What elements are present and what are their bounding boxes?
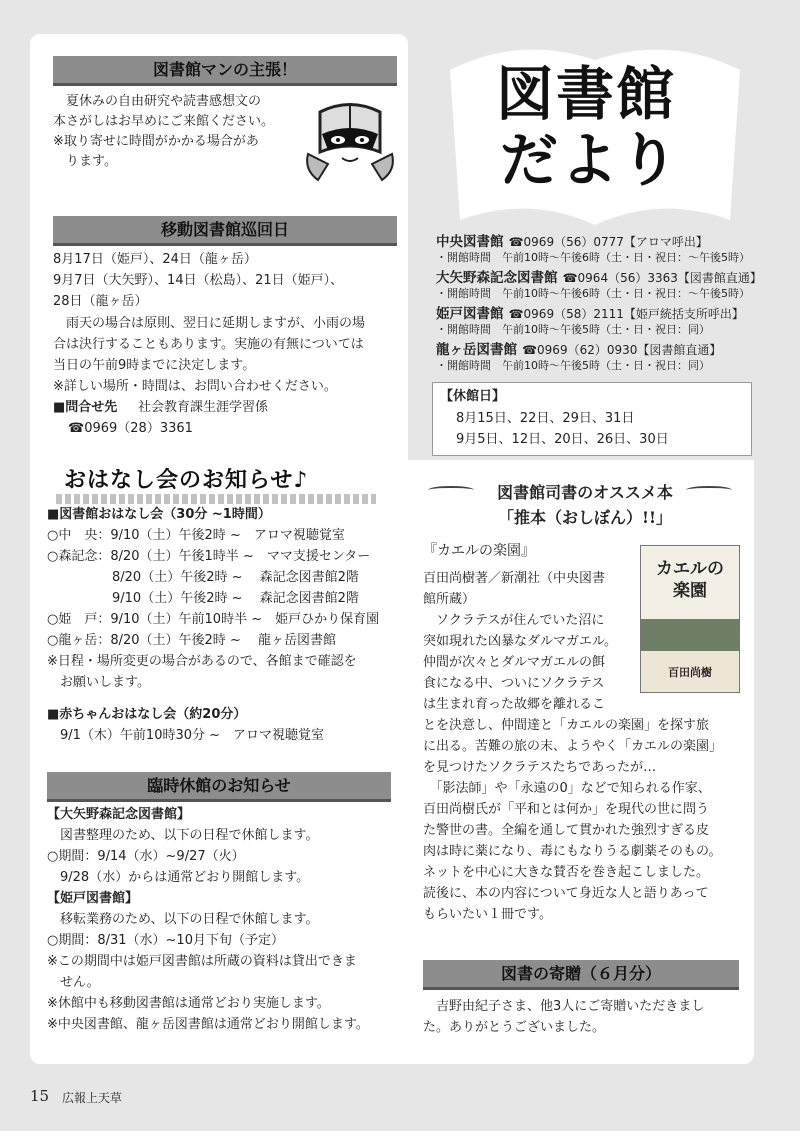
- book-author: 館所蔵）: [423, 592, 476, 607]
- closure-line: 【大矢野森記念図書館】: [47, 807, 191, 822]
- holiday-aug: 8月15日、22日、29日、31日: [456, 411, 635, 426]
- review-line: もらいたい１冊です。: [423, 907, 552, 922]
- closure-line: 【姫戸図書館】: [47, 891, 139, 906]
- storytime-line: 9/10（土）午後2時 ~ 森記念図書館2階: [47, 591, 359, 606]
- mobile-line: 9月7日（大矢野）、14日（松島）、21日（姫戸）、: [53, 273, 344, 288]
- storytime-line: ○龍ヶ岳：8/20（土）午後2時 ~ 龍ヶ岳図書館: [47, 633, 336, 648]
- storytime-line: 8/20（土）午後2時 ~ 森記念図書館2階: [47, 570, 359, 585]
- closure-line: せん。: [47, 975, 100, 990]
- holiday-label: 【休館日】: [440, 389, 506, 404]
- review-line: 食になる中、ついにソクラテス: [423, 676, 605, 691]
- library-name: 龍ヶ岳図書館: [436, 342, 517, 358]
- storytime-line: お願いします。: [47, 675, 150, 690]
- library-entry: [436, 230, 708, 250]
- mobile-line: 合は決行することもあります。実施の有無については: [53, 337, 364, 352]
- contact-phone: ☎0969（28）3361: [68, 421, 193, 436]
- book-title: 『カエルの楽園』: [423, 543, 535, 559]
- library-phone: ☎0969（58）2111【姫戸統括支所呼出】: [508, 307, 744, 321]
- recommend-title1: 図書館司書のオススメ本: [497, 483, 673, 502]
- review-line: 仲間が次々とダルマガエルの餌: [423, 655, 606, 670]
- storytime-underline: [56, 494, 376, 504]
- library-entry: [436, 338, 721, 358]
- mobile-line: 雨天の場合は原則、翌日に延期しますが、小雨の場: [53, 316, 366, 331]
- library-hours: ・開館時間 午前10時～午後6時（土・日・祝日：～午後5時）: [436, 287, 750, 300]
- library-hours: ・開館時間 午前10時～午後5時（土・日・祝日：同）: [436, 323, 710, 336]
- holiday-sep: 9月5日、12日、20日、26日、30日: [456, 432, 669, 447]
- library-phone: ☎0964（56）3363【図書館直通】: [562, 271, 762, 285]
- storytime-line: ※日程・場所変更の場合があるので、各館まで確認を: [47, 654, 357, 669]
- book-cover: [640, 545, 740, 693]
- donation-line: た。ありがとうございました。: [423, 1020, 606, 1035]
- cover-title: カエルの楽園: [656, 559, 724, 601]
- baby-storytime-heading: ■赤ちゃんおはなし会（約20分）: [47, 707, 247, 722]
- page-number: 15: [30, 1087, 50, 1105]
- library-entry: [436, 266, 762, 286]
- book-author: 百田尚樹著／新潮社（中央図書: [423, 571, 606, 586]
- library-storytime-heading: ■図書館おはなし会（30分 ~1時間）: [47, 507, 271, 522]
- review-line: 突如現れた凶暴なダルマガエル。: [423, 634, 617, 649]
- closure-line: 移転業務のため、以下の日程で休館します。: [47, 912, 319, 927]
- review-line: に出る。苦難の旅の末、ようやく「カエルの楽園」: [423, 739, 723, 754]
- closure-title: 臨時休館のお知らせ: [47, 772, 391, 799]
- library-hours: ・開館時間 午前10時～午後6時（土・日・祝日：～午後5時）: [436, 251, 750, 264]
- review-line: ネットを中心に大きな賛否を巻き起こしました。: [423, 865, 710, 880]
- closure-line: ※中央図書館、龍ヶ岳図書館は通常どおり開館します。: [47, 1017, 369, 1032]
- closure-line: 図書整理のため、以下の日程で休館します。: [47, 828, 319, 843]
- claim-title: 図書館マンの主張！: [53, 56, 397, 83]
- cover-author: 百田尚樹: [668, 666, 712, 679]
- library-name: 中央図書館: [436, 234, 504, 250]
- recommend-title2: 「推本（おしぼん）!!」: [497, 508, 673, 527]
- storytime-title: おはなし会のお知らせ♪: [64, 468, 309, 493]
- closure-line: ※休館中も移動図書館は通常どおり実施します。: [47, 996, 330, 1011]
- mobile-line: 28日（龍ヶ岳）: [53, 294, 148, 309]
- claim-line: 本さがしはお早めにご来館ください。: [53, 114, 275, 129]
- mobile-line: ※詳しい場所・時間は、お問い合わせください。: [53, 379, 337, 394]
- closure-line: ○期間：9/14（水）~9/27（火）: [47, 849, 245, 864]
- closure-line: ○期間：8/31（水）~10月下旬（予定）: [47, 933, 284, 948]
- review-line: た警世の書。全編を通して貫かれた強烈すぎる皮: [423, 823, 710, 838]
- mobile-title: 移動図書館巡回日: [53, 216, 397, 243]
- library-hours: ・開館時間 午前10時～午後5時（土・日・祝日：同）: [436, 359, 710, 372]
- storytime-line: ○姫 戸：9/10（土）午前10時半 ~ 姫戸ひかり保育園: [47, 612, 380, 627]
- review-line: 百田尚樹氏が「平和とは何か」を現代の世に問う: [423, 802, 710, 817]
- storytime-line: ○森記念：8/20（土）午後1時半 ~ ママ支援センター: [47, 549, 371, 564]
- claim-line: ります。: [53, 154, 117, 169]
- donation-title: 図書の寄贈（６月分）: [423, 960, 739, 987]
- review-line: 読後に、本の内容について身近な人と語りあって: [423, 886, 709, 901]
- library-name: 姫戸図書館: [436, 306, 504, 322]
- donation-line: 吉野由紀子さま、他3人にご寄贈いただきまし: [423, 999, 705, 1014]
- review-line: 肉は時に薬になり、毒にもなりうる劇薬そのもの。: [423, 844, 722, 859]
- review-line: は生まれ育った故郷を離れるこ: [423, 697, 606, 712]
- library-phone: ☎0969（56）0777【アロマ呼出】: [508, 235, 708, 249]
- library-phone: ☎0969（62）0930【図書館直通】: [522, 343, 722, 357]
- review-line: とを決意し、仲間達と「カエルの楽園」を探す旅: [423, 718, 710, 733]
- claim-line: 夏休みの自由研究や読書感想文の: [53, 94, 262, 109]
- mobile-line: 8月17日（姫戸）、24日（龍ヶ岳）: [53, 252, 257, 267]
- review-line: ソクラテスが住んでいた沼に: [423, 613, 605, 628]
- review-line: 「影法師」や「永遠の0」などで知られる作家、: [423, 781, 711, 796]
- storytime-line: ○中 央：9/10（土）午後2時 ~ アロマ視聴覚室: [47, 528, 345, 543]
- contact-dept: 社会教育課生涯学習係: [138, 400, 269, 415]
- library-man-mascot: [300, 92, 400, 187]
- closure-line: 9/28（水）からは通常どおり開館します。: [47, 870, 310, 885]
- claim-line: ※取り寄せに時間がかかる場合があ: [53, 134, 259, 149]
- closure-line: ※この期間中は姫戸図書館は所蔵の資料は貸出できま: [47, 954, 357, 969]
- contact-label: ■問合せ先: [53, 400, 118, 415]
- mobile-line: 当日の午前9時までに決定します。: [53, 358, 256, 373]
- publication-name: 広報上天草: [62, 1091, 123, 1105]
- masthead-line2: だより: [500, 126, 681, 194]
- masthead-line1: 図書館: [496, 60, 677, 128]
- library-name: 大矢野森記念図書館: [436, 270, 558, 286]
- library-entry: [436, 302, 744, 322]
- baby-storytime-line: 9/1（木）午前10時30分 ~ アロマ視聴覚室: [47, 728, 325, 743]
- review-line: を見つけたソクラテスたちであったが…: [423, 760, 657, 775]
